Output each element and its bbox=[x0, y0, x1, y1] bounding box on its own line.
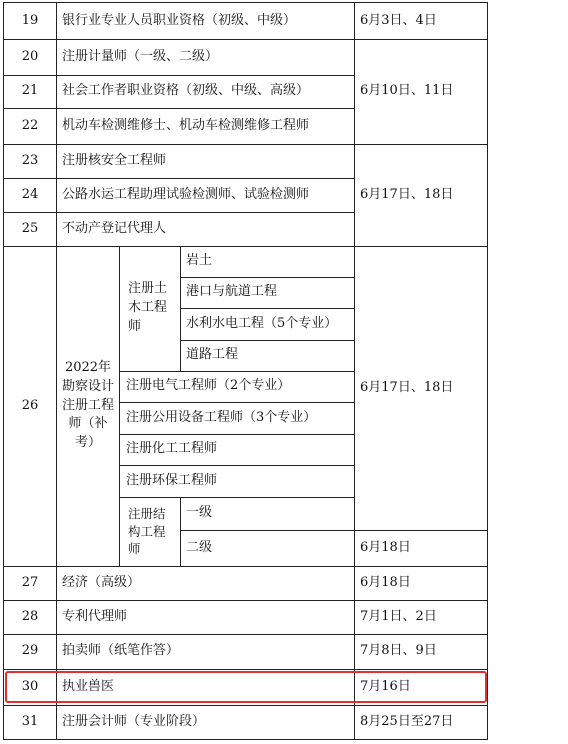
exam-name: 不动产登记代理人 bbox=[62, 220, 167, 236]
row-divider bbox=[3, 178, 355, 179]
civil-engineer-text: 注册土木工程师 bbox=[128, 281, 168, 334]
row-divider bbox=[180, 277, 355, 278]
row-divider bbox=[180, 530, 488, 531]
row-divider bbox=[3, 705, 488, 706]
row-number: 26 bbox=[21, 397, 39, 413]
civil-subject: 岩土 bbox=[186, 253, 213, 269]
column-divider bbox=[119, 246, 120, 566]
row-number: 27 bbox=[21, 574, 39, 590]
exam-date: 6月17日、18日 bbox=[360, 186, 454, 202]
exam-name: 执业兽医 bbox=[62, 678, 115, 694]
row-number: 20 bbox=[21, 48, 39, 64]
exam-date: 6月10日、11日 bbox=[360, 83, 454, 99]
row-number: 21 bbox=[21, 83, 39, 99]
row-number: 29 bbox=[21, 643, 39, 659]
exam-name: 机动车检测维修士、机动车检测维修工程师 bbox=[62, 117, 310, 133]
civil-subject: 道路工程 bbox=[186, 347, 239, 363]
environmental-engineer: 注册环保工程师 bbox=[126, 472, 218, 488]
structural-engineer-category bbox=[120, 497, 180, 566]
row-number: 24 bbox=[21, 186, 39, 202]
exam-group-text: 2022年勘察设计注册工程师（补考） bbox=[62, 359, 115, 451]
row-divider bbox=[3, 144, 488, 145]
exam-date: 6月17日、18日 bbox=[360, 379, 454, 395]
table-border bbox=[487, 2, 488, 740]
row-divider bbox=[119, 497, 355, 498]
row-number: 23 bbox=[21, 152, 39, 168]
exam-name: 公路水运工程助理试验检测师、试验检测师 bbox=[62, 186, 310, 202]
row-divider bbox=[3, 108, 355, 109]
exam-name: 社会工作者职业资格（初级、中级、高级） bbox=[62, 83, 310, 99]
row-divider bbox=[119, 402, 355, 403]
row-divider bbox=[119, 434, 355, 435]
row-divider bbox=[3, 212, 355, 213]
column-divider bbox=[56, 2, 57, 740]
exam-date: 7月1日、2日 bbox=[360, 608, 437, 624]
row-divider bbox=[3, 246, 488, 247]
civil-subject: 水利水电工程（5个专业） bbox=[186, 315, 338, 331]
row-number: 19 bbox=[21, 12, 39, 28]
exam-date: 7月8日、9日 bbox=[360, 643, 437, 659]
civil-engineer-category bbox=[120, 246, 180, 371]
exam-name: 注册计量师（一级、二级） bbox=[62, 48, 219, 64]
row-divider bbox=[3, 669, 488, 670]
electrical-engineer: 注册电气工程师（2个专业） bbox=[126, 378, 291, 394]
column-divider bbox=[180, 497, 181, 566]
exam-date: 6月18日 bbox=[360, 574, 411, 590]
row-number: 31 bbox=[21, 713, 39, 729]
exam-name: 拍卖师（纸笔作答） bbox=[62, 643, 180, 659]
exam-name: 注册核安全工程师 bbox=[62, 152, 167, 168]
utility-engineer: 注册公用设备工程师（3个专业） bbox=[126, 409, 317, 425]
chemical-engineer: 注册化工工程师 bbox=[126, 441, 218, 457]
row-number: 28 bbox=[21, 608, 39, 624]
exam-date: 8月25日至27日 bbox=[360, 713, 454, 729]
row-divider bbox=[3, 600, 488, 601]
row-divider bbox=[3, 75, 355, 76]
exam-name: 专利代理师 bbox=[62, 608, 128, 624]
exam-group-name bbox=[58, 246, 118, 566]
row-divider bbox=[180, 340, 355, 341]
row-divider bbox=[3, 39, 488, 40]
exam-name: 经济（高级） bbox=[62, 574, 141, 590]
row-number: 30 bbox=[21, 678, 39, 694]
row-number: 25 bbox=[21, 220, 39, 236]
row-divider bbox=[3, 566, 488, 567]
row-divider bbox=[119, 371, 355, 372]
highlight-box bbox=[5, 671, 487, 703]
table-border bbox=[3, 2, 4, 740]
exam-date: 6月18日 bbox=[360, 539, 411, 555]
exam-name: 银行业专业人员职业资格（初级、中级） bbox=[62, 12, 297, 28]
exam-date: 6月3日、4日 bbox=[360, 12, 437, 28]
table-border bbox=[3, 2, 488, 3]
row-divider bbox=[119, 465, 355, 466]
row-divider bbox=[3, 634, 488, 635]
structural-subject: 二级 bbox=[186, 539, 213, 555]
exam-name: 注册会计师（专业阶段） bbox=[62, 713, 206, 729]
civil-subject: 港口与航道工程 bbox=[186, 284, 278, 300]
table-border bbox=[3, 739, 488, 740]
structural-subject: 一级 bbox=[186, 505, 213, 521]
row-divider bbox=[180, 308, 355, 309]
structural-engineer-text: 注册结构工程师 bbox=[128, 506, 166, 557]
exam-date: 7月16日 bbox=[360, 678, 411, 694]
row-number: 22 bbox=[21, 117, 39, 133]
